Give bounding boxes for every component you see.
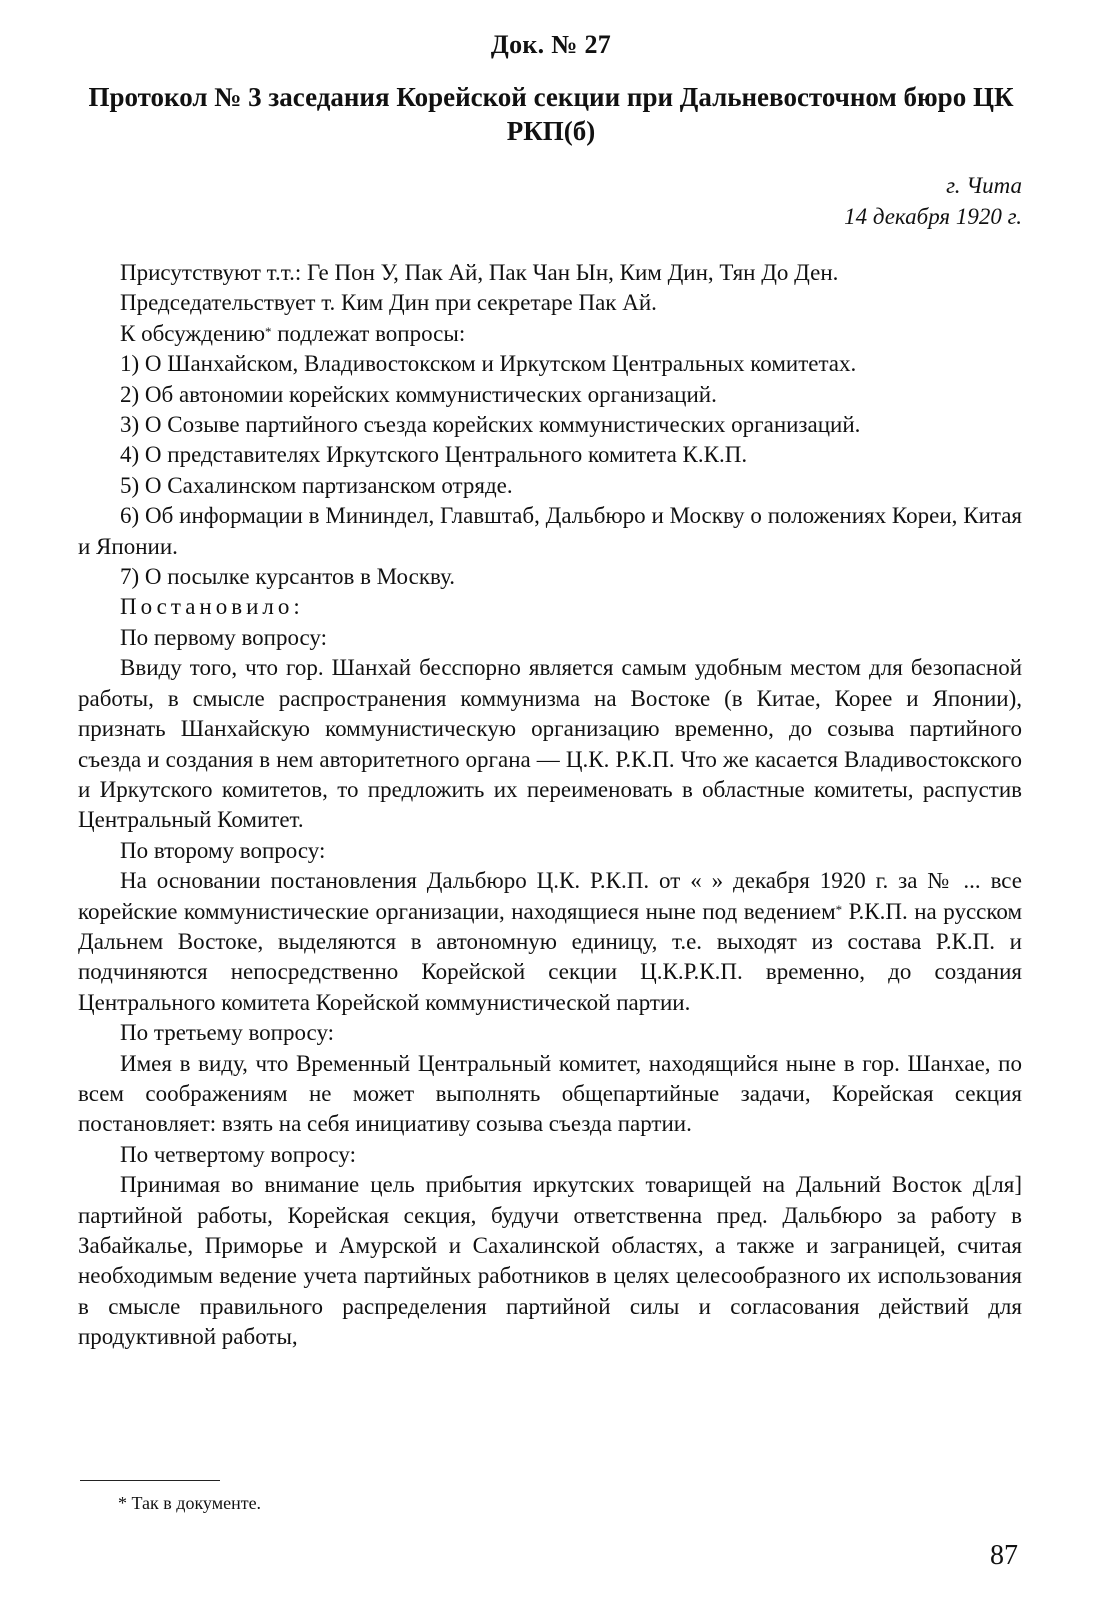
agenda-intro-text: К обсуждению [120,320,265,346]
resolved-label: Постановило [120,594,294,620]
place-date-block [844,170,1022,232]
footnote-marker: * [835,901,843,917]
question-1-heading: По первому вопросу: [120,624,328,650]
place-line: г. Чита [946,173,1022,198]
date-line: 14 декабря 1920 г. [844,204,1022,229]
agenda-item: 2) Об автономии корейских коммунистических организаций. [120,381,717,407]
question-1-text: Ввиду того, что гор. Шанхай бесспорно является самым удобным местом для безопасной работы, в смысле распространения коммунизма на Востоке (в Китае, Корее и Японии), признать Шанхайскую коммунистическую организацию временно, до созыва партийного съезда и создания в нем авторитетного органа — Ц.К. Р.К.П. Что же касается Владивостокского и Иркутского комитетов, то предложить их переименовать в областные комитеты, распустив Центральный Комитет. [78,655,1022,833]
attendees-paragraph: Присутствуют т.т.: Ге Пон У, Пак Ай, Пак Чан Ын, Ким Дин, Тян До Ден. [120,260,839,285]
footnote-divider [80,1480,220,1481]
document-number: Док. № 27 [490,30,612,59]
question-4-text: Принимая во внимание цель прибытия иркутских товарищей на Дальний Восток д[ля] партийной работы, Корейская секция, будучи ответственна пред. Дальбюро за работу в Забайкалье, Приморье и Амурской и Сахалинской областях, а также и заграницей, считая необходимым ведение учета партийных работников в целях целесообразного их использования в смысле правильного распределения партийной силы и согласования действий для продуктивной работы, [78,1172,1022,1350]
page-number: 87 [990,1540,1018,1571]
footnote-text: Так в документе. [127,1493,262,1513]
question-3-heading: По третьему вопросу: [120,1020,335,1046]
document-body [78,258,1022,1353]
agenda-item: 6) Об информации в Мининдел, Главштаб, Дальбюро и Москву о положениях Кореи, Китая и Японии. [78,503,1022,559]
agenda-item: 5) О Сахалинском партизанском отряде. [120,472,513,498]
document-title: Протокол № 3 заседания Корейской секции при Дальневосточном бюро ЦК РКП(б) [88,82,1014,146]
agenda-item: 1) О Шанхайском, Владивостокском и Иркутском Центральных комитетах. [120,351,857,377]
footnote-mark: * [118,1493,127,1513]
agenda-item: 4) О представителях Иркутского Центрального комитета К.К.П. [120,442,748,468]
footnote-marker: * [265,323,272,339]
agenda-intro-rest: подлежат вопросы: [271,320,466,346]
question-3-text: Имея в виду, что Временный Центральный комитет, находящийся ныне в гор. Шанхае, по всем соображениям не может выполнять общепартийные задачи, Корейская секция постановляет: взять на себя инициативу созыва съезда партии. [78,1050,1022,1137]
agenda-intro-paragraph [78,319,1022,349]
footnote [118,1493,261,1514]
agenda-item: 3) О Созыве партийного съезда корейских коммунистических организаций. [120,412,861,438]
resolved-heading [78,592,1022,622]
resolved-colon: : [293,594,300,620]
question-2-text-part-b: Р.К.П. на русском Дальнем Востоке, выделяются в автономную единицу, т.е. выходят из состава Р.К.П. и подчиняются непосредственно Корейской секции Ц.К.Р.К.П. временно, до создания Центрального комитета Корейской коммунистической партии. [78,898,1022,1015]
question-2-heading: По второму вопросу: [120,837,326,863]
question-2-text [78,866,1022,1018]
question-2-text-part-a: На основании постановления Дальбюро Ц.К. Р.К.П. от « » декабря 1920 г. за № ... все корейские коммунистические организации, находящиеся ныне под ведением [78,868,1022,924]
agenda-item: 7) О посылке курсантов в Москву. [120,564,456,590]
chair-paragraph: Председательствует т. Ким Дин при секретаре Пак Ай. [120,290,657,316]
question-4-heading: По четвертому вопросу: [120,1141,357,1167]
